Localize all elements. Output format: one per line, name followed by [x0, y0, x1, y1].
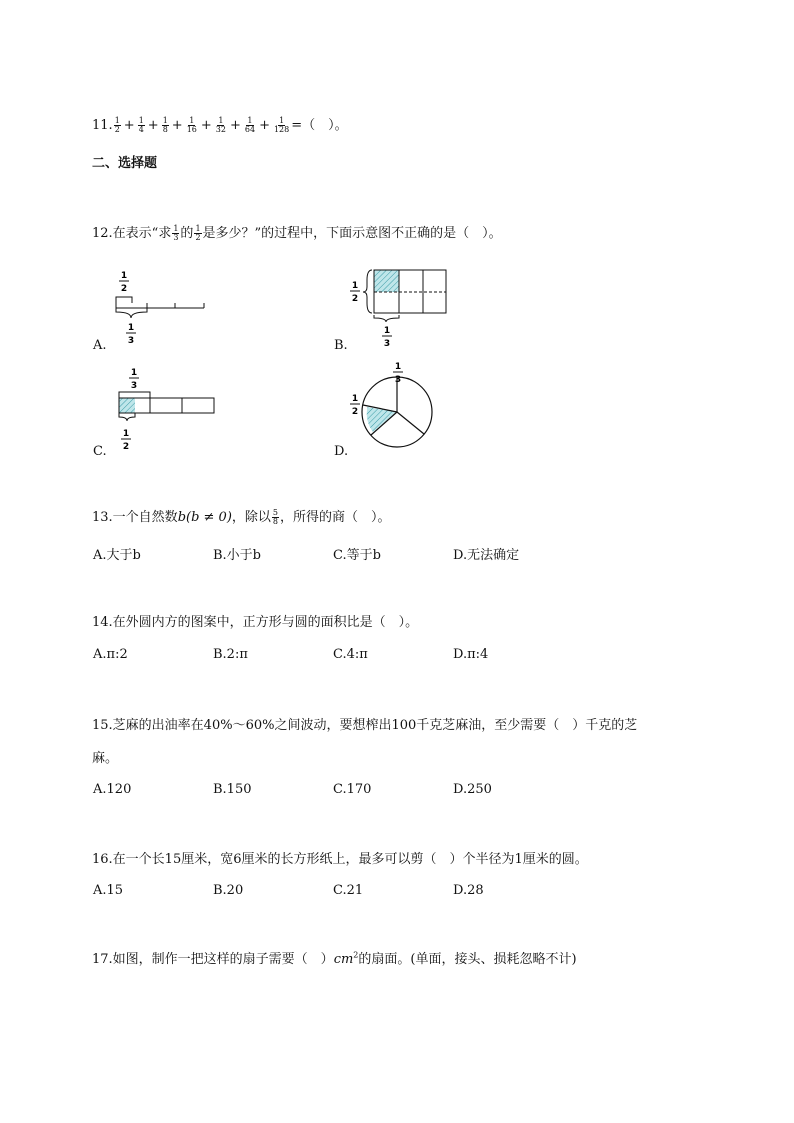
q13-option-d[interactable]: D.无法确定: [453, 548, 520, 563]
q13-text-b: ，除以: [231, 510, 271, 525]
section-title: 二、选择题: [92, 156, 158, 171]
plus-sign: +: [259, 118, 270, 133]
c-shaded-cell: [119, 398, 135, 413]
q17-unit: cm: [333, 952, 354, 967]
q12-fraction-b: $\frac{1}{2}$: [195, 224, 201, 242]
c-third-den: 3: [130, 381, 138, 391]
q12-suffix: 是多少？”的过程中，下面示意图不正确的是（ ）。: [202, 226, 502, 241]
q14-option-d[interactable]: D.π:4: [453, 647, 489, 662]
b-shaded-cell: [374, 270, 399, 292]
q11-fraction: $\frac{1}{128}$: [273, 116, 290, 134]
q15-option-d[interactable]: D.250: [453, 782, 492, 797]
q12-prefix: 12.在表示“求: [92, 226, 172, 241]
b-half-den: 2: [351, 294, 359, 304]
q13-option-b[interactable]: B.小于b: [213, 548, 262, 563]
q13-text-a: 13.一个自然数: [92, 510, 178, 525]
q15-option-a[interactable]: A.120: [93, 782, 132, 797]
plus-sign: +: [147, 118, 159, 133]
q17-text-b: 的扇面。(单面，接头、损耗忽略不计): [358, 952, 577, 967]
q12-figures: [0, 0, 794, 470]
q11-number: 11.: [92, 118, 113, 133]
q11-fraction: $\frac{1}{64}$: [244, 116, 256, 134]
q11-fraction: $\frac{1}{8}$: [162, 116, 168, 134]
q16-option-b[interactable]: B.20: [213, 883, 244, 898]
q13-fraction: $\frac{5}{8}$: [272, 508, 279, 526]
question-13: [92, 506, 391, 526]
q11-fraction: $\frac{1}{2}$: [114, 116, 120, 134]
question-15-line-1: 15.芝麻的出油率在40%～60%之间波动，要想榨出100千克芝麻油，至少需要（ ）千克的芝: [92, 718, 638, 733]
question-15-line-2: 麻。: [92, 751, 119, 766]
a-third-num: 1: [127, 323, 135, 333]
q12-label-d[interactable]: D.: [334, 444, 349, 459]
a-half-num: 1: [120, 271, 128, 281]
d-half-num: 1: [351, 394, 359, 404]
q14-option-a[interactable]: A.π:2: [93, 647, 128, 662]
plus-sign: +: [171, 118, 183, 133]
d-half-den: 2: [351, 407, 359, 417]
q15-option-c[interactable]: C.170: [333, 782, 372, 797]
q12-label-b[interactable]: B.: [334, 338, 348, 353]
q11-fraction: $\frac{1}{4}$: [138, 116, 144, 134]
q11-tail: =（ ）。: [291, 118, 348, 133]
question-14: 14.在外圆内方的图案中，正方形与圆的面积比是（ ）。: [92, 615, 419, 630]
b-half-num: 1: [351, 281, 359, 291]
option-d-diagram: [350, 362, 432, 447]
q11-fraction: $\frac{1}{16}$: [186, 116, 197, 134]
q14-option-c[interactable]: C.4:π: [333, 647, 368, 662]
option-c-diagram: [119, 368, 214, 452]
question-17: [92, 948, 577, 967]
option-b-diagram: [350, 270, 446, 349]
q16-option-d[interactable]: D.28: [453, 883, 484, 898]
a-third-den: 3: [127, 336, 135, 346]
a-half-den: 2: [120, 284, 128, 294]
q17-text-a: 17.如图，制作一把这样的扇子需要（ ）: [92, 952, 334, 967]
q13-option-a[interactable]: A.大于b: [93, 548, 141, 563]
q16-option-a[interactable]: A.15: [93, 883, 124, 898]
question-16: 16.在一个长15厘米，宽6厘米的长方形纸上，最多可以剪（ ）个半径为1厘米的圆。: [92, 852, 588, 867]
plus-sign: +: [229, 118, 241, 133]
q16-option-c[interactable]: C.21: [333, 883, 364, 898]
q12-label-a[interactable]: A.: [93, 338, 107, 353]
q13-text-c: ，所得的商（ ）。: [280, 510, 391, 525]
c-half-den: 2: [122, 442, 130, 452]
q12-mid: 的: [180, 226, 194, 241]
q15-option-b[interactable]: B.150: [213, 782, 252, 797]
q12-label-c[interactable]: C.: [93, 444, 107, 459]
q12-fraction-a: $\frac{1}{3}$: [173, 224, 179, 242]
q13-expression: b(b ≠ 0): [177, 510, 232, 525]
q17-unit-power: 2: [353, 950, 359, 960]
b-third-den: 3: [383, 339, 391, 349]
d-third-den: 3: [394, 375, 402, 385]
plus-sign: +: [200, 118, 212, 133]
option-a-diagram: [116, 271, 204, 346]
q13-option-c[interactable]: C.等于b: [333, 548, 381, 563]
b-third-num: 1: [383, 326, 391, 336]
plus-sign: +: [123, 118, 135, 133]
c-third-num: 1: [130, 368, 138, 378]
q11-fraction: $\frac{1}{32}$: [215, 116, 226, 134]
d-third-num: 1: [394, 362, 402, 372]
c-half-num: 1: [122, 429, 130, 439]
q14-option-b[interactable]: B.2:π: [213, 647, 248, 662]
